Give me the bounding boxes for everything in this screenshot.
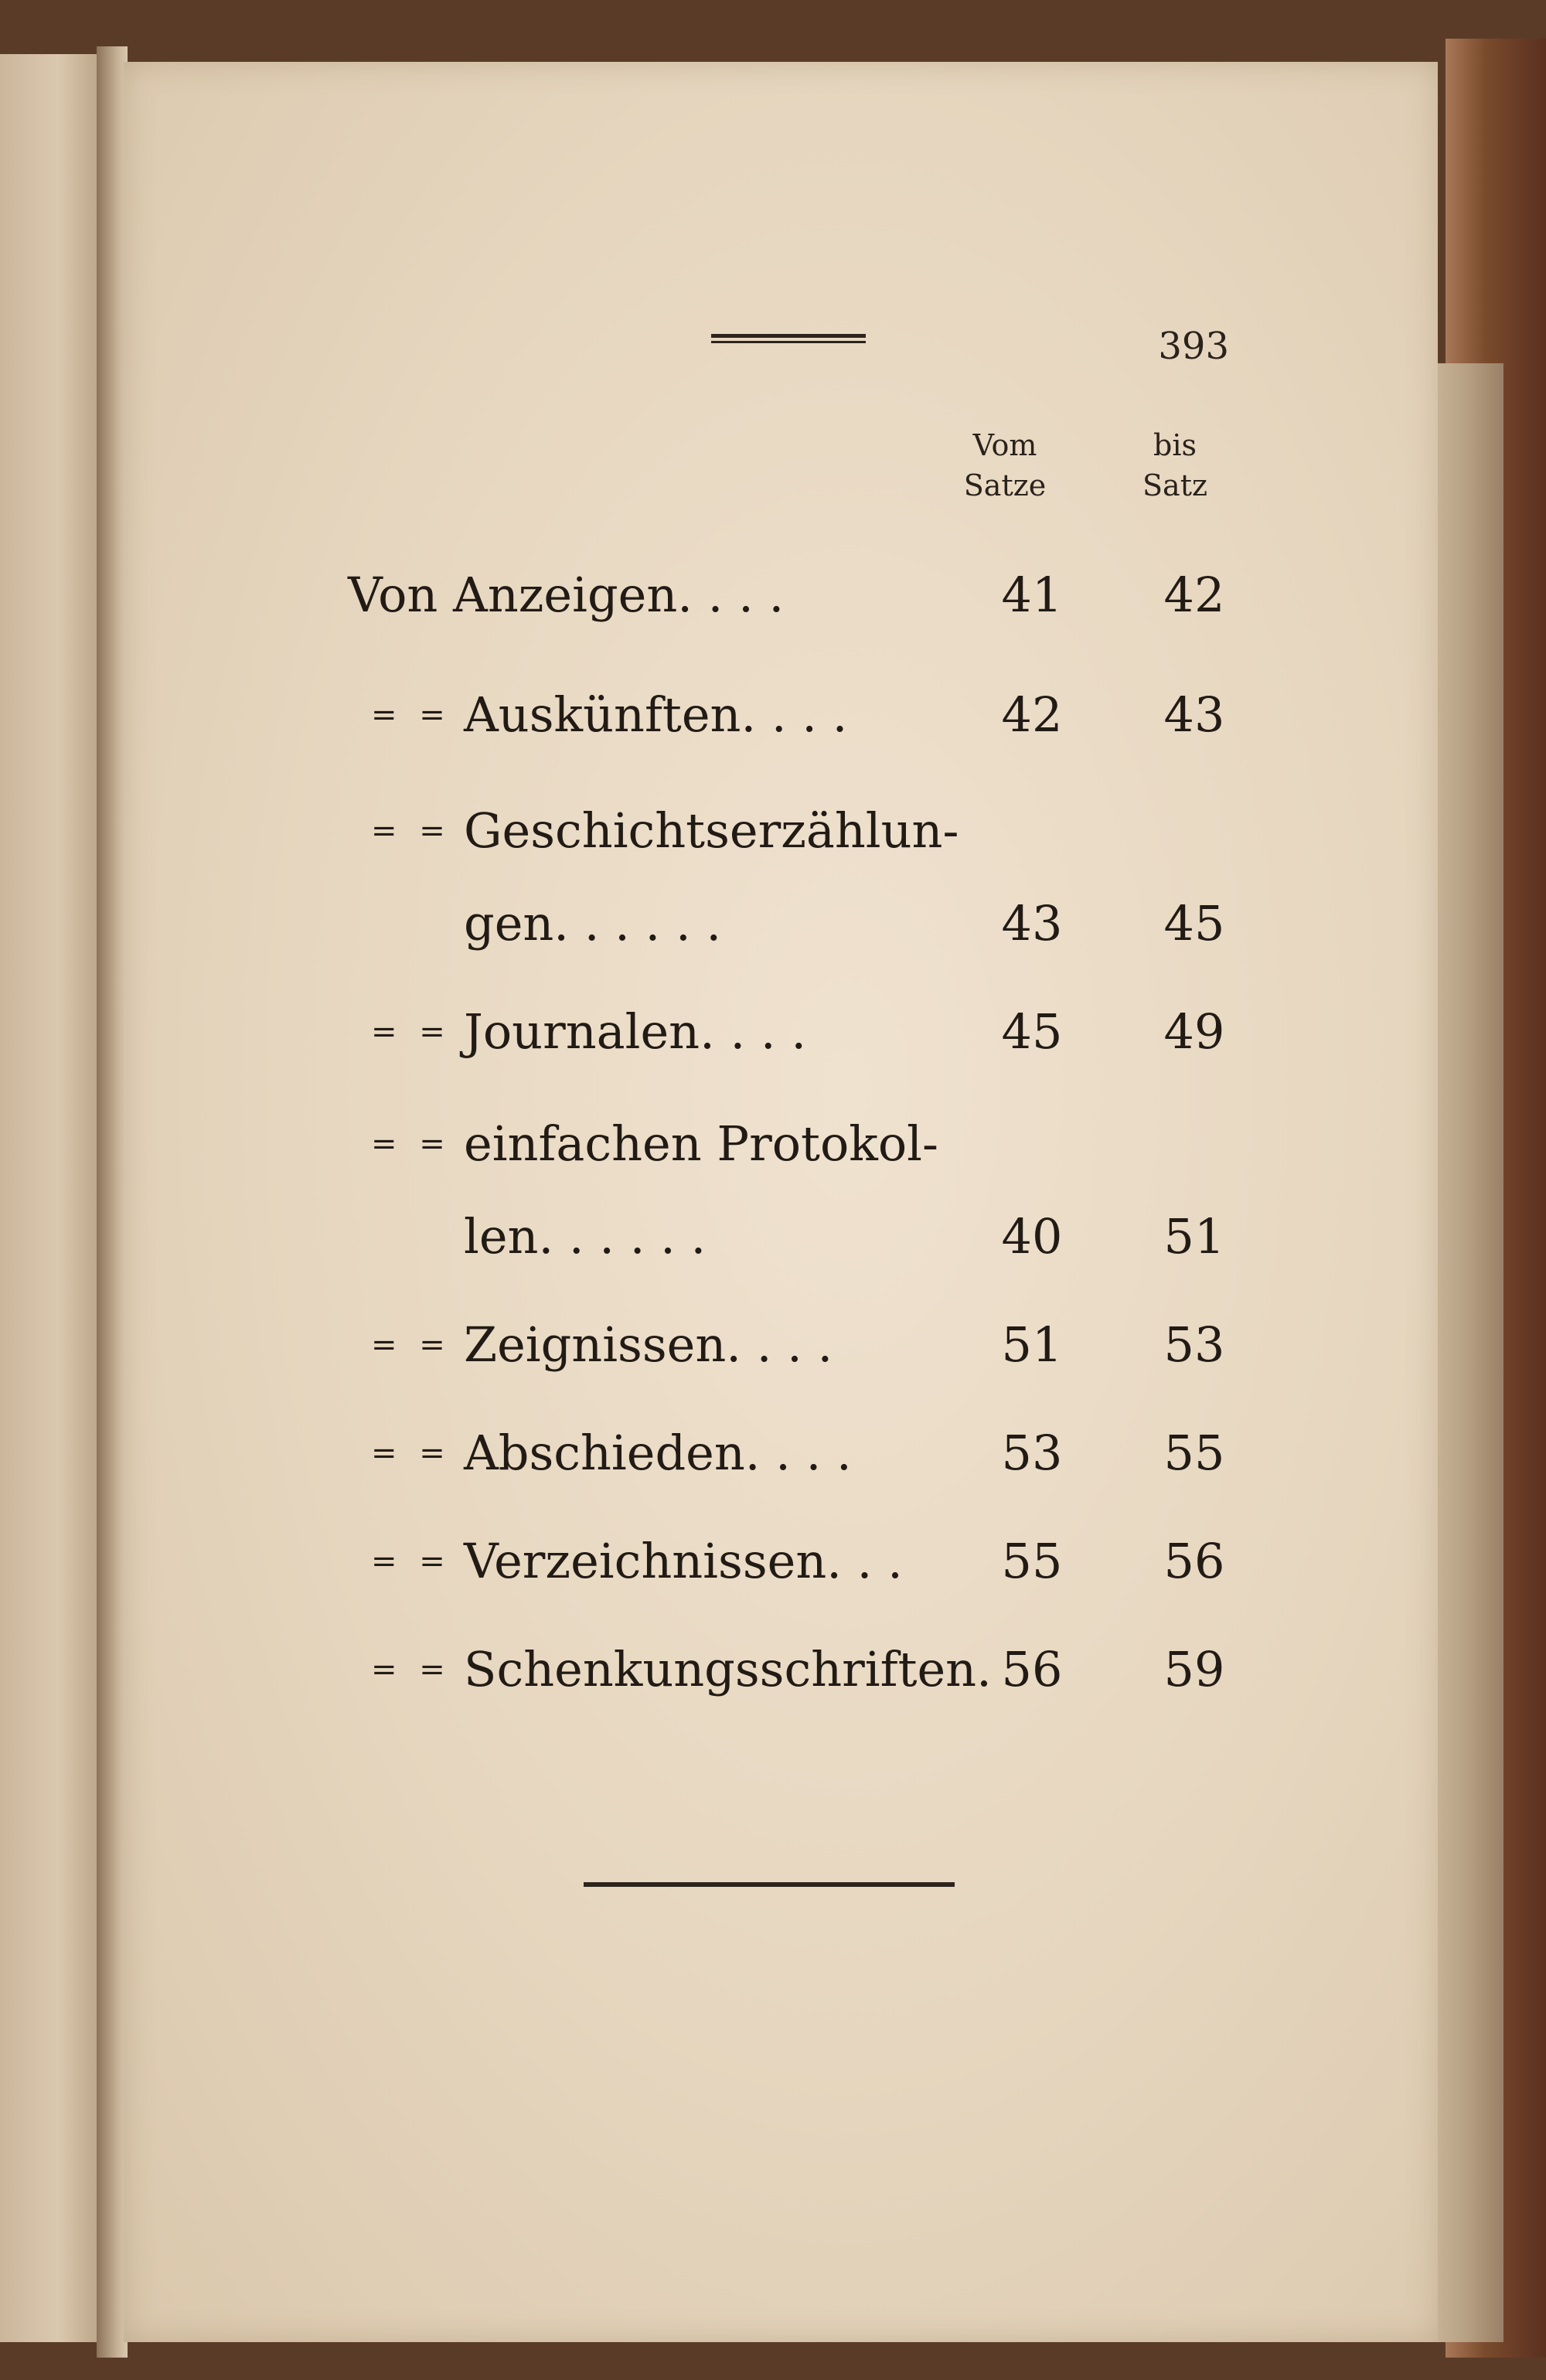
entry-from: 53 xyxy=(1001,1425,1063,1481)
entry-from: 56 xyxy=(1001,1641,1063,1697)
footer-rule xyxy=(584,1882,955,1887)
ditto-mark: = = xyxy=(371,1544,451,1579)
entry-text: Zeignissen. . . . xyxy=(464,1316,833,1373)
page-number: 393 xyxy=(1158,325,1229,368)
table-of-contents xyxy=(348,62,1245,1762)
entry-from: 55 xyxy=(1001,1533,1063,1589)
toc-entry xyxy=(348,564,1245,626)
toc-entry xyxy=(348,1530,1245,1592)
entry-text: Schenkungsschriften. xyxy=(464,1641,992,1697)
entry-text: Auskünften. . . . xyxy=(464,686,848,743)
ditto-mark: = = xyxy=(371,1126,451,1162)
toc-entry-continuation xyxy=(348,1206,1245,1268)
toc-entry xyxy=(348,1422,1245,1484)
toc-entry xyxy=(348,800,1245,862)
entry-to: 59 xyxy=(1163,1641,1225,1697)
entry-text: Verzeichnissen. . . xyxy=(464,1533,903,1589)
entry-to: 43 xyxy=(1163,686,1225,743)
ditto-mark: = = xyxy=(371,697,451,733)
column-header-to: bis Satz xyxy=(1142,428,1207,502)
entry-to: 45 xyxy=(1163,895,1225,952)
entry-to: 53 xyxy=(1163,1316,1225,1373)
toc-entry xyxy=(348,1113,1245,1175)
book-page xyxy=(124,62,1438,2342)
toc-entry xyxy=(348,1314,1245,1376)
column-header-from: Vom Satze xyxy=(963,428,1047,502)
entry-from: 42 xyxy=(1001,686,1063,743)
toc-entry xyxy=(348,684,1245,746)
ditto-mark: = = xyxy=(371,1327,451,1363)
entry-text: Von Anzeigen. . . . xyxy=(348,567,785,623)
ditto-mark: = = xyxy=(371,1014,451,1050)
entry-from: 41 xyxy=(1001,567,1063,623)
entry-from: 43 xyxy=(1001,895,1063,952)
entry-text: Abschieden. . . . xyxy=(464,1425,852,1481)
ditto-mark: = = xyxy=(371,813,451,849)
entry-from: 51 xyxy=(1001,1316,1063,1373)
entry-to: 42 xyxy=(1163,567,1225,623)
entry-text: gen. . . . . . xyxy=(464,895,722,952)
entry-from: 40 xyxy=(1001,1208,1063,1265)
entry-text: Journalen. . . . xyxy=(464,1003,807,1060)
entry-to: 49 xyxy=(1163,1003,1225,1060)
entry-from: 45 xyxy=(1001,1003,1063,1060)
book-gutter xyxy=(97,46,128,2358)
entry-to: 56 xyxy=(1163,1533,1225,1589)
left-page-edge xyxy=(0,54,99,2342)
entry-text: len. . . . . . xyxy=(464,1208,707,1265)
ditto-mark: = = xyxy=(371,1652,451,1687)
toc-entry xyxy=(348,1001,1245,1063)
entry-text: einfachen Protokol- xyxy=(464,1115,938,1172)
entry-text: Geschichtserzählun- xyxy=(464,802,959,859)
toc-entry-continuation xyxy=(348,893,1245,955)
ditto-mark: = = xyxy=(371,1435,451,1471)
toc-entry xyxy=(348,1639,1245,1701)
page-stack-edge xyxy=(1426,363,1503,2342)
entry-to: 51 xyxy=(1163,1208,1225,1265)
entry-to: 55 xyxy=(1163,1425,1225,1481)
